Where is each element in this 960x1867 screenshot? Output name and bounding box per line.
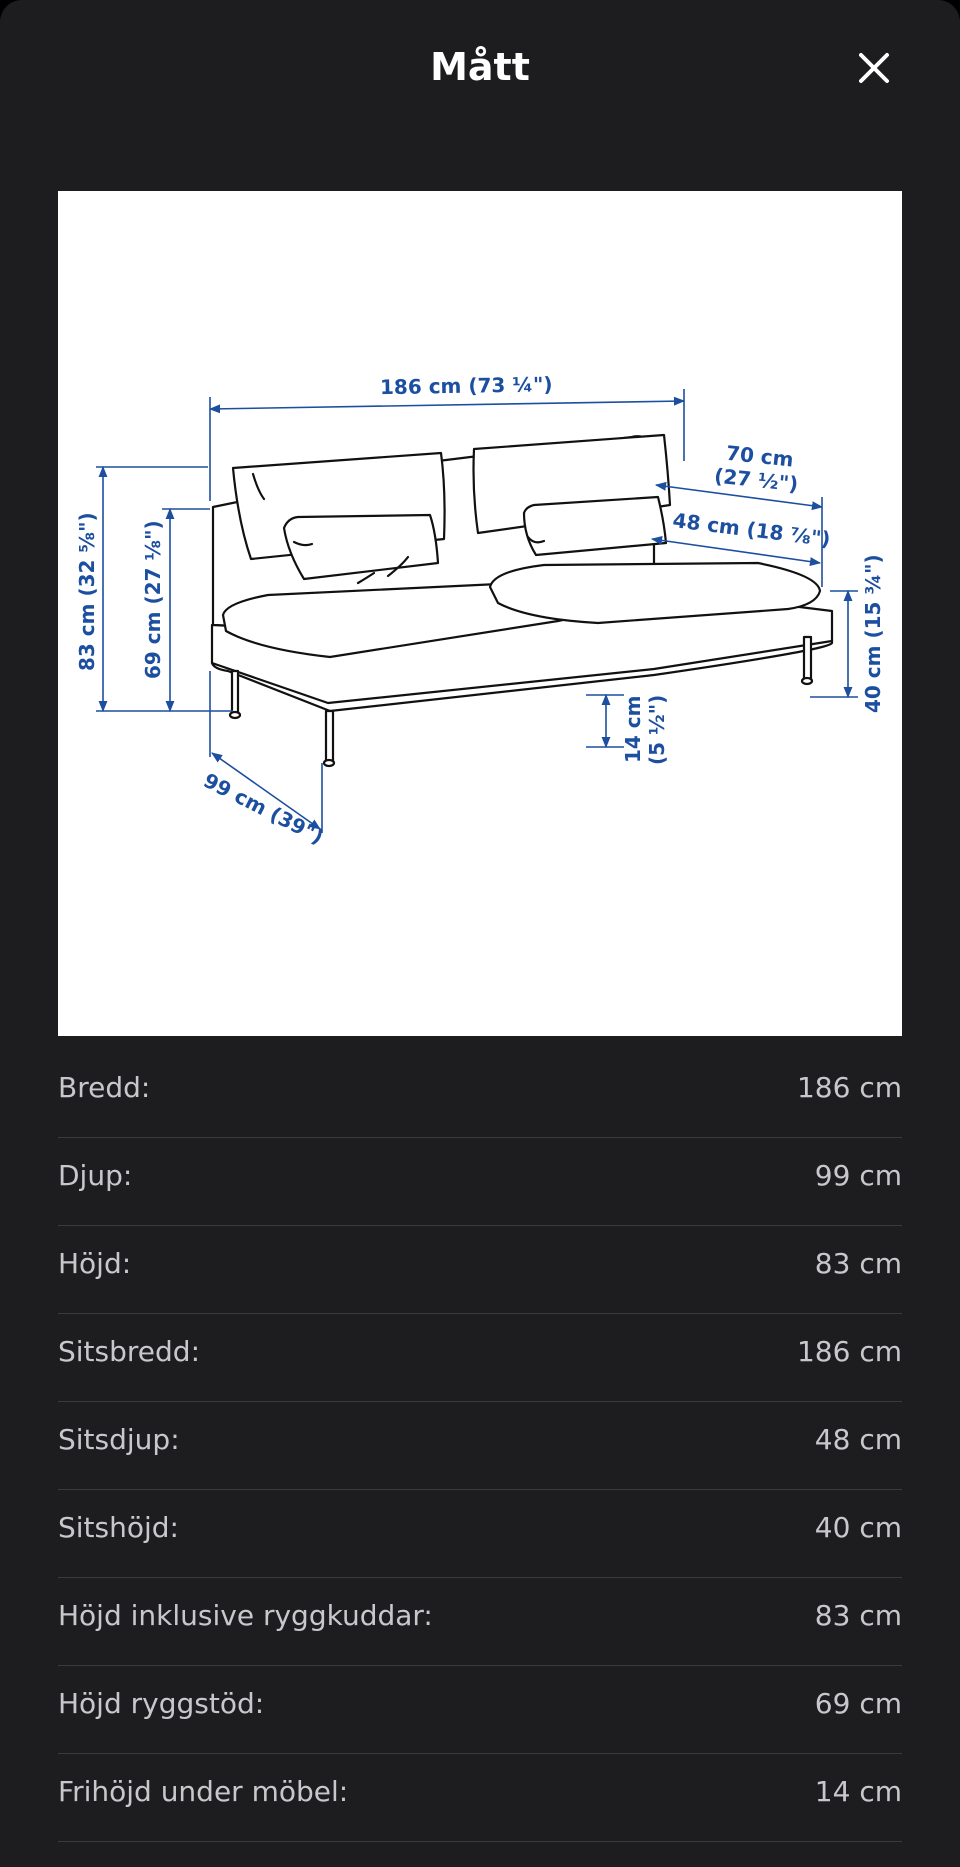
back-depth-label: 70 cm — [725, 440, 795, 472]
spec-row-height-with-cushions — [58, 1578, 902, 1666]
spec-label: Höjd inklusive ryggkuddar: — [58, 1598, 433, 1632]
spec-label: Frihöjd under möbel: — [58, 1774, 349, 1808]
spec-label: Djup: — [58, 1158, 133, 1192]
close-icon — [858, 52, 890, 84]
spec-label: Höjd: — [58, 1246, 132, 1280]
spec-label: Sitsbredd: — [58, 1334, 200, 1368]
page-title: Mått — [430, 45, 530, 89]
spec-row-width — [58, 1050, 902, 1138]
dimension-spec-list — [58, 1050, 902, 1842]
spec-value: 186 cm — [796, 1334, 902, 1368]
spec-value: 186 cm — [796, 1070, 902, 1104]
clearance-label: 14 cm — [621, 695, 645, 763]
spec-value: 14 cm — [814, 1774, 902, 1808]
depth-label: 99 cm (39") — [199, 768, 328, 849]
close-button[interactable] — [846, 40, 902, 96]
spec-label: Bredd: — [58, 1070, 151, 1104]
spec-row-height — [58, 1226, 902, 1314]
spec-value: 83 cm — [814, 1598, 902, 1632]
seat-height-label: 40 cm (15 ¾") — [861, 554, 885, 713]
spec-value: 99 cm — [814, 1158, 902, 1192]
spec-value: 69 cm — [814, 1686, 902, 1720]
spec-label: Sitshöjd: — [58, 1510, 179, 1544]
spec-row-depth — [58, 1138, 902, 1226]
back-height-label: 69 cm (27 ⅛") — [141, 520, 165, 679]
spec-value: 40 cm — [814, 1510, 902, 1544]
total-height-label: 83 cm (32 ⅝") — [75, 512, 99, 671]
spec-value: 83 cm — [814, 1246, 902, 1280]
width-dimension-label: 186 cm (73 ¼") — [379, 372, 553, 400]
dimension-diagram — [58, 191, 902, 1036]
spec-row-seat-depth — [58, 1402, 902, 1490]
spec-row-clearance — [58, 1754, 902, 1842]
sheet-header — [0, 0, 960, 136]
spec-row-seat-width — [58, 1314, 902, 1402]
spec-row-seat-height — [58, 1490, 902, 1578]
spec-value: 48 cm — [814, 1422, 902, 1456]
seat-depth-label: 48 cm (18 ⅞") — [671, 508, 832, 552]
spec-label: Sitsdjup: — [58, 1422, 180, 1456]
spec-label: Höjd ryggstöd: — [58, 1686, 265, 1720]
clearance-label-inch: (5 ½") — [645, 694, 669, 765]
back-depth-label-inch: (27 ½") — [713, 463, 800, 497]
spec-row-backrest-height — [58, 1666, 902, 1754]
